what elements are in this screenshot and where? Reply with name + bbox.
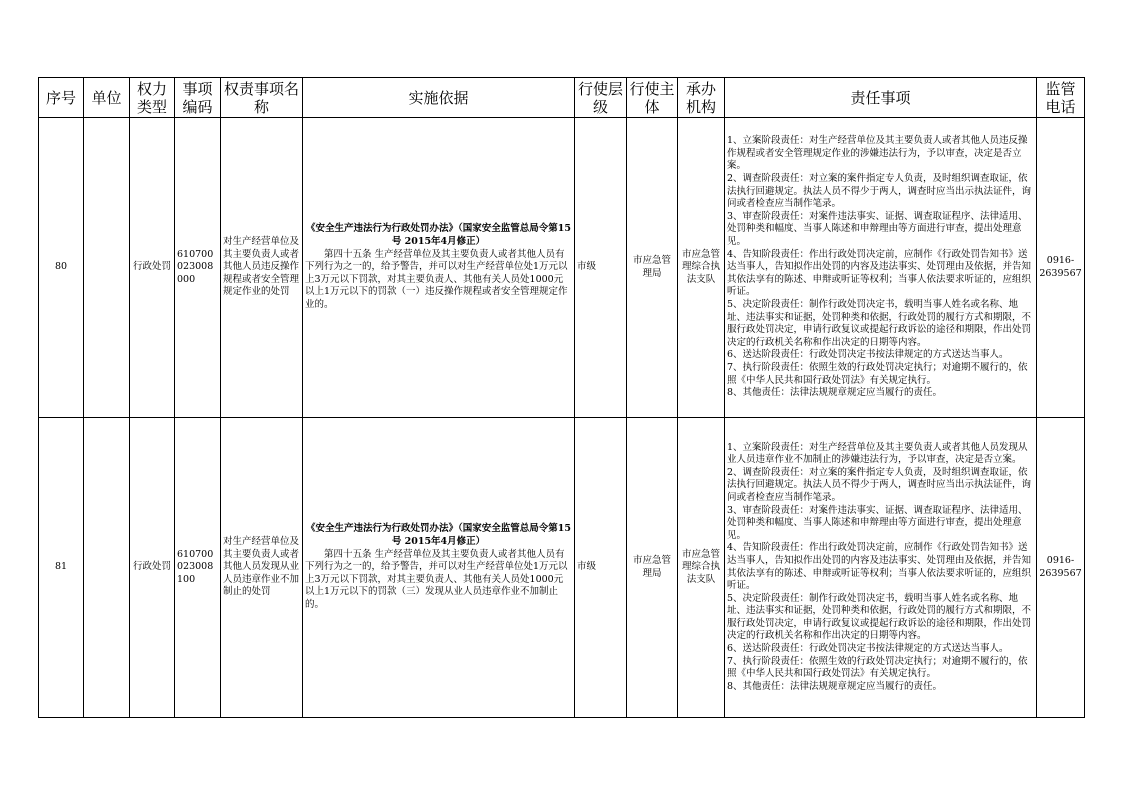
header-agency: 承办机构 xyxy=(678,78,725,118)
cell-basis xyxy=(303,118,575,418)
header-power-type: 权力类型 xyxy=(130,78,175,118)
cell-power-type: 行政处罚 xyxy=(130,118,175,418)
cell-level: 市级 xyxy=(575,418,627,718)
cell-unit xyxy=(84,118,130,418)
basis-title: 《安全生产违法行为行政处罚办法》（国家安全监管总局令第15号 2015年4月修正） xyxy=(306,223,571,248)
cell-basis xyxy=(303,418,575,718)
cell-phone: 0916-2639567 xyxy=(1037,118,1085,418)
cell-agency: 市应急管理综合执法支队 xyxy=(678,418,725,718)
header-subject: 行使主体 xyxy=(627,78,678,118)
table-row xyxy=(39,118,1085,418)
cell-subject: 市应急管理局 xyxy=(627,118,678,418)
cell-seq: 80 xyxy=(39,118,84,418)
basis-title: 《安全生产违法行为行政处罚办法》（国家安全监管总局令第15号 2015年4月修正） xyxy=(306,523,571,548)
cell-item-code: 610700023008000 xyxy=(175,118,221,418)
cell-unit xyxy=(84,418,130,718)
cell-responsibility: 1、立案阶段责任：对生产经营单位及其主要负责人或者其他人员发现从业人员违章作业不加制止的涉嫌违法行为，予以审查，决定是否立案。 2、调查阶段责任：对立案的案件指定专人负责，及时组织调查取证，依法执行回避规定。执法人员不得少于两人，调查时应当出示执法证件，询问或者检查应当制作笔录。 3、审查阶段责任：对案件违法事实、证据、调查取证程序、法律适用、处罚种类和幅度、当事人陈述和申辩理由等方面进行审查，提出处理意见。 4、告知阶段责任：作出行政处罚决定前，应制作《行政处罚告知书》送达当事人，告知拟作出处罚的内容及违法事实、处罚理由及依据，并告知其依法享有的陈述、申辩或听证等权利；当事人依法要求听证的，应组织听证。 5、决定阶段责任：制作行政处罚决定书，载明当事人姓名或名称、地址、违法事实和证据，处罚种类和依据，行政处罚的履行方式和期限，不服行政处罚决定，申请行政复议或提起行政诉讼的途径和期限，作出处罚决定的行政机关名称和作出决定的日期等内容。 6、送达阶段责任：行政处罚决定书按法律规定的方式送达当事人。 7、执行阶段责任：依照生效的行政处罚决定执行；对逾期不履行的，依照《中华人民共和国行政处罚法》有关规定执行。 8、其他责任：法律法规规章规定应当履行的责任。 xyxy=(725,418,1037,718)
basis-text: 第四十五条 生产经营单位及其主要负责人或者其他人员有下列行为之一的，给予警告，并可以对生产经营单位处1万元以上3万元以下罚款，对其主要负责人、其他有关人员处1000元以上1万元以下的罚款（一）违反操作规程或者安全管理规定作业的。 xyxy=(305,248,568,310)
header-row xyxy=(39,78,1085,118)
header-level: 行使层级 xyxy=(575,78,627,118)
cell-item-code: 610700023008100 xyxy=(175,418,221,718)
basis-text: 第四十五条 生产经营单位及其主要负责人或者其他人员有下列行为之一的，给予警告，并可以对生产经营单位处1万元以上3万元以下罚款，对其主要负责人、其他有关人员处1000元以上1万元以下的罚款（三）发现从业人员违章作业不加制止的。 xyxy=(305,548,568,610)
header-phone: 监管电话 xyxy=(1037,78,1085,118)
cell-seq: 81 xyxy=(39,418,84,718)
table-row xyxy=(39,418,1085,718)
header-seq: 序号 xyxy=(39,78,84,118)
cell-subject: 市应急管理局 xyxy=(627,418,678,718)
cell-agency: 市应急管理综合执法支队 xyxy=(678,118,725,418)
cell-level: 市级 xyxy=(575,118,627,418)
authority-responsibility-table xyxy=(38,77,1085,718)
cell-item-name: 对生产经营单位及其主要负责人或者其他人员违反操作规程或者安全管理规定作业的处罚 xyxy=(221,118,303,418)
header-responsibility: 责任事项 xyxy=(725,78,1037,118)
header-item-code: 事项编码 xyxy=(175,78,221,118)
header-item-name: 权责事项名称 xyxy=(221,78,303,118)
header-basis: 实施依据 xyxy=(303,78,575,118)
cell-phone: 0916-2639567 xyxy=(1037,418,1085,718)
cell-power-type: 行政处罚 xyxy=(130,418,175,718)
cell-item-name: 对生产经营单位及其主要负责人或者其他人员发现从业人员违章作业不加制止的处罚 xyxy=(221,418,303,718)
cell-responsibility: 1、立案阶段责任：对生产经营单位及其主要负责人或者其他人员违反操作规程或者安全管理规定作业的涉嫌违法行为，予以审查，决定是否立案。 2、调查阶段责任：对立案的案件指定专人负责，及时组织调查取证，依法执行回避规定。执法人员不得少于两人，调查时应当出示执法证件，询问或者检查应当制作笔录。 3、审查阶段责任：对案件违法事实、证据、调查取证程序、法律适用、处罚种类和幅度、当事人陈述和申辩理由等方面进行审查，提出处理意见。 4、告知阶段责任：作出行政处罚决定前，应制作《行政处罚告知书》送达当事人，告知拟作出处罚的内容及违法事实、处罚理由及依据，并告知其依法享有的陈述、申辩或听证等权利；当事人依法要求听证的，应组织听证。 5、决定阶段责任：制作行政处罚决定书，载明当事人姓名或名称、地址、违法事实和证据，处罚种类和依据，行政处罚的履行方式和期限，不服行政处罚决定，申请行政复议或提起行政诉讼的途径和期限，作出处罚决定的行政机关名称和作出决定的日期等内容。 6、送达阶段责任：行政处罚决定书按法律规定的方式送达当事人。 7、执行阶段责任：依照生效的行政处罚决定执行；对逾期不履行的，依照《中华人民共和国行政处罚法》有关规定执行。 8、其他责任：法律法规规章规定应当履行的责任。 xyxy=(725,118,1037,418)
header-unit: 单位 xyxy=(84,78,130,118)
